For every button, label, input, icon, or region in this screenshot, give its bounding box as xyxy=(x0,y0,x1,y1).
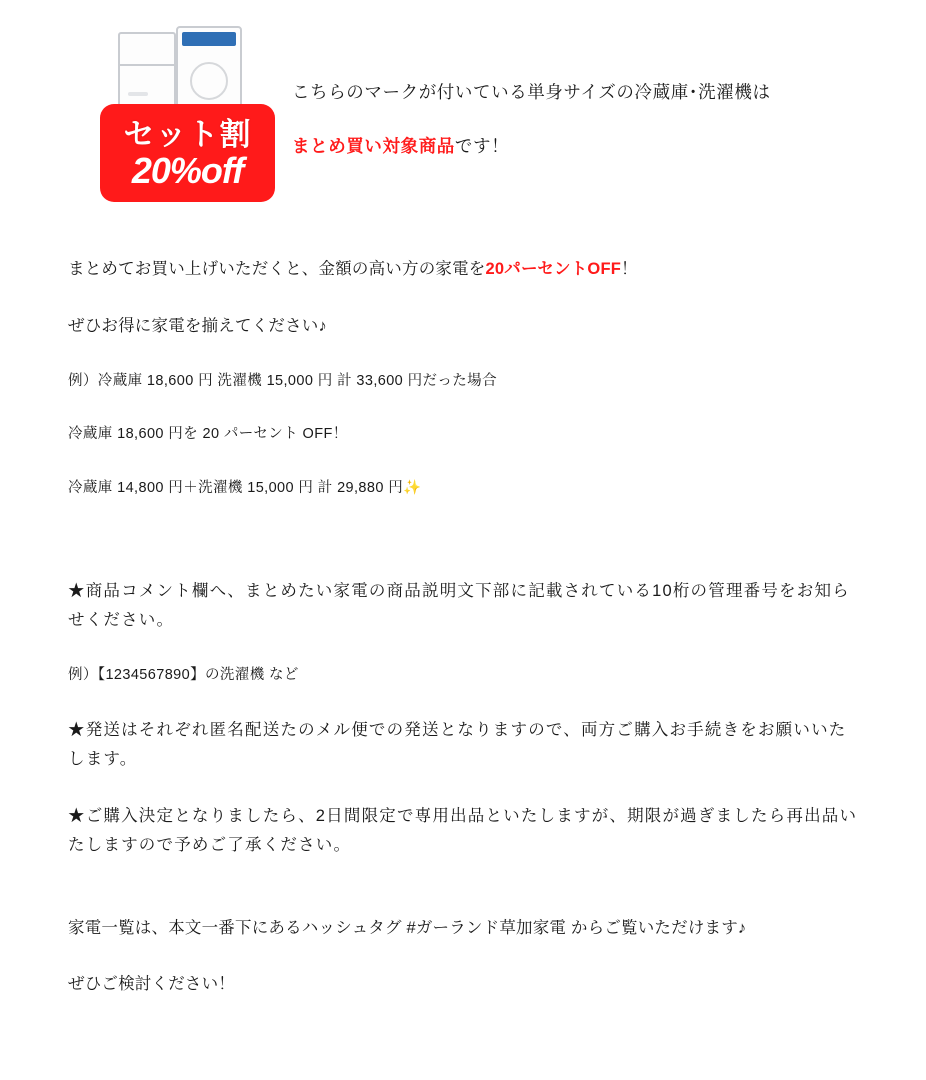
banner-heading-suffix: です！ xyxy=(454,136,510,156)
banner-heading-emphasis: まとめ買い対象商品 xyxy=(292,136,455,156)
paragraph-comment-example: 例）【1234567890】の洗濯機 など xyxy=(68,666,299,683)
badge-label-set: セット割 xyxy=(123,117,252,152)
refrigerator-icon xyxy=(118,32,176,114)
washer-lid xyxy=(182,32,236,46)
paragraph-hashtag-note: 家電一覧は、本文一番下にあるハッシュタグ #ガーランド草加家電 からご覧いただけます♪ xyxy=(68,918,747,937)
paragraph-closing: ぜひご検討ください！ xyxy=(68,975,235,994)
washer-drum xyxy=(190,62,228,100)
paragraph-example-case: 例）冷蔵庫 18,600 円 洗濯機 15,000 円 計 33,600 円だった場合 xyxy=(68,372,497,389)
washing-machine-icon xyxy=(176,26,242,116)
banner-heading-line1: こちらのマークが付いている単身サイズの冷蔵庫･洗濯機は xyxy=(292,82,771,102)
paragraph-comment-instruction: ★商品コメント欄へ、まとめたい家電の商品説明文下部に記載されている10桁の管理番号をお知らせください。 xyxy=(68,581,850,629)
paragraph-shipping-note: ★発送はそれぞれ匿名配送たのメル便での発送となりますので、両方ご購入お手続きをお願いいたします。 xyxy=(68,721,847,768)
discount-rule-prefix: まとめてお買い上げいただくと、金額の高い方の家電を xyxy=(68,260,486,278)
discount-rule-emphasis: 20パーセントOFF xyxy=(485,260,622,278)
paragraph-discount-rule xyxy=(68,255,863,284)
spacer xyxy=(68,888,863,914)
sparkle-icon: ✨ xyxy=(403,479,422,496)
set-discount-badge-group xyxy=(100,18,275,203)
banner-text xyxy=(292,78,892,160)
paragraph-example-calc: 冷蔵庫 18,600 円を 20 パーセント OFF！ xyxy=(68,426,348,443)
badge-label-percent: 20%off xyxy=(131,150,244,191)
description-body xyxy=(68,255,863,1027)
promo-banner xyxy=(0,0,926,215)
spacer xyxy=(68,529,863,577)
paragraph-reservation-note: ★ご購入決定となりましたら、2日間限定で専用出品といたしますが、期限が過ぎましたら再出品いたしますので予めご了承ください。 xyxy=(68,806,858,854)
paragraph-invite: ぜひお得に家電を揃えてください♪ xyxy=(68,316,327,335)
discount-rule-suffix: ！ xyxy=(621,260,638,278)
discount-badge xyxy=(100,104,275,202)
paragraph-example-total xyxy=(68,476,863,501)
banner-heading-line2 xyxy=(292,132,892,160)
example-total-text: 冷蔵庫 14,800 円＋洗濯機 15,000 円 計 29,880 円 xyxy=(68,479,404,496)
